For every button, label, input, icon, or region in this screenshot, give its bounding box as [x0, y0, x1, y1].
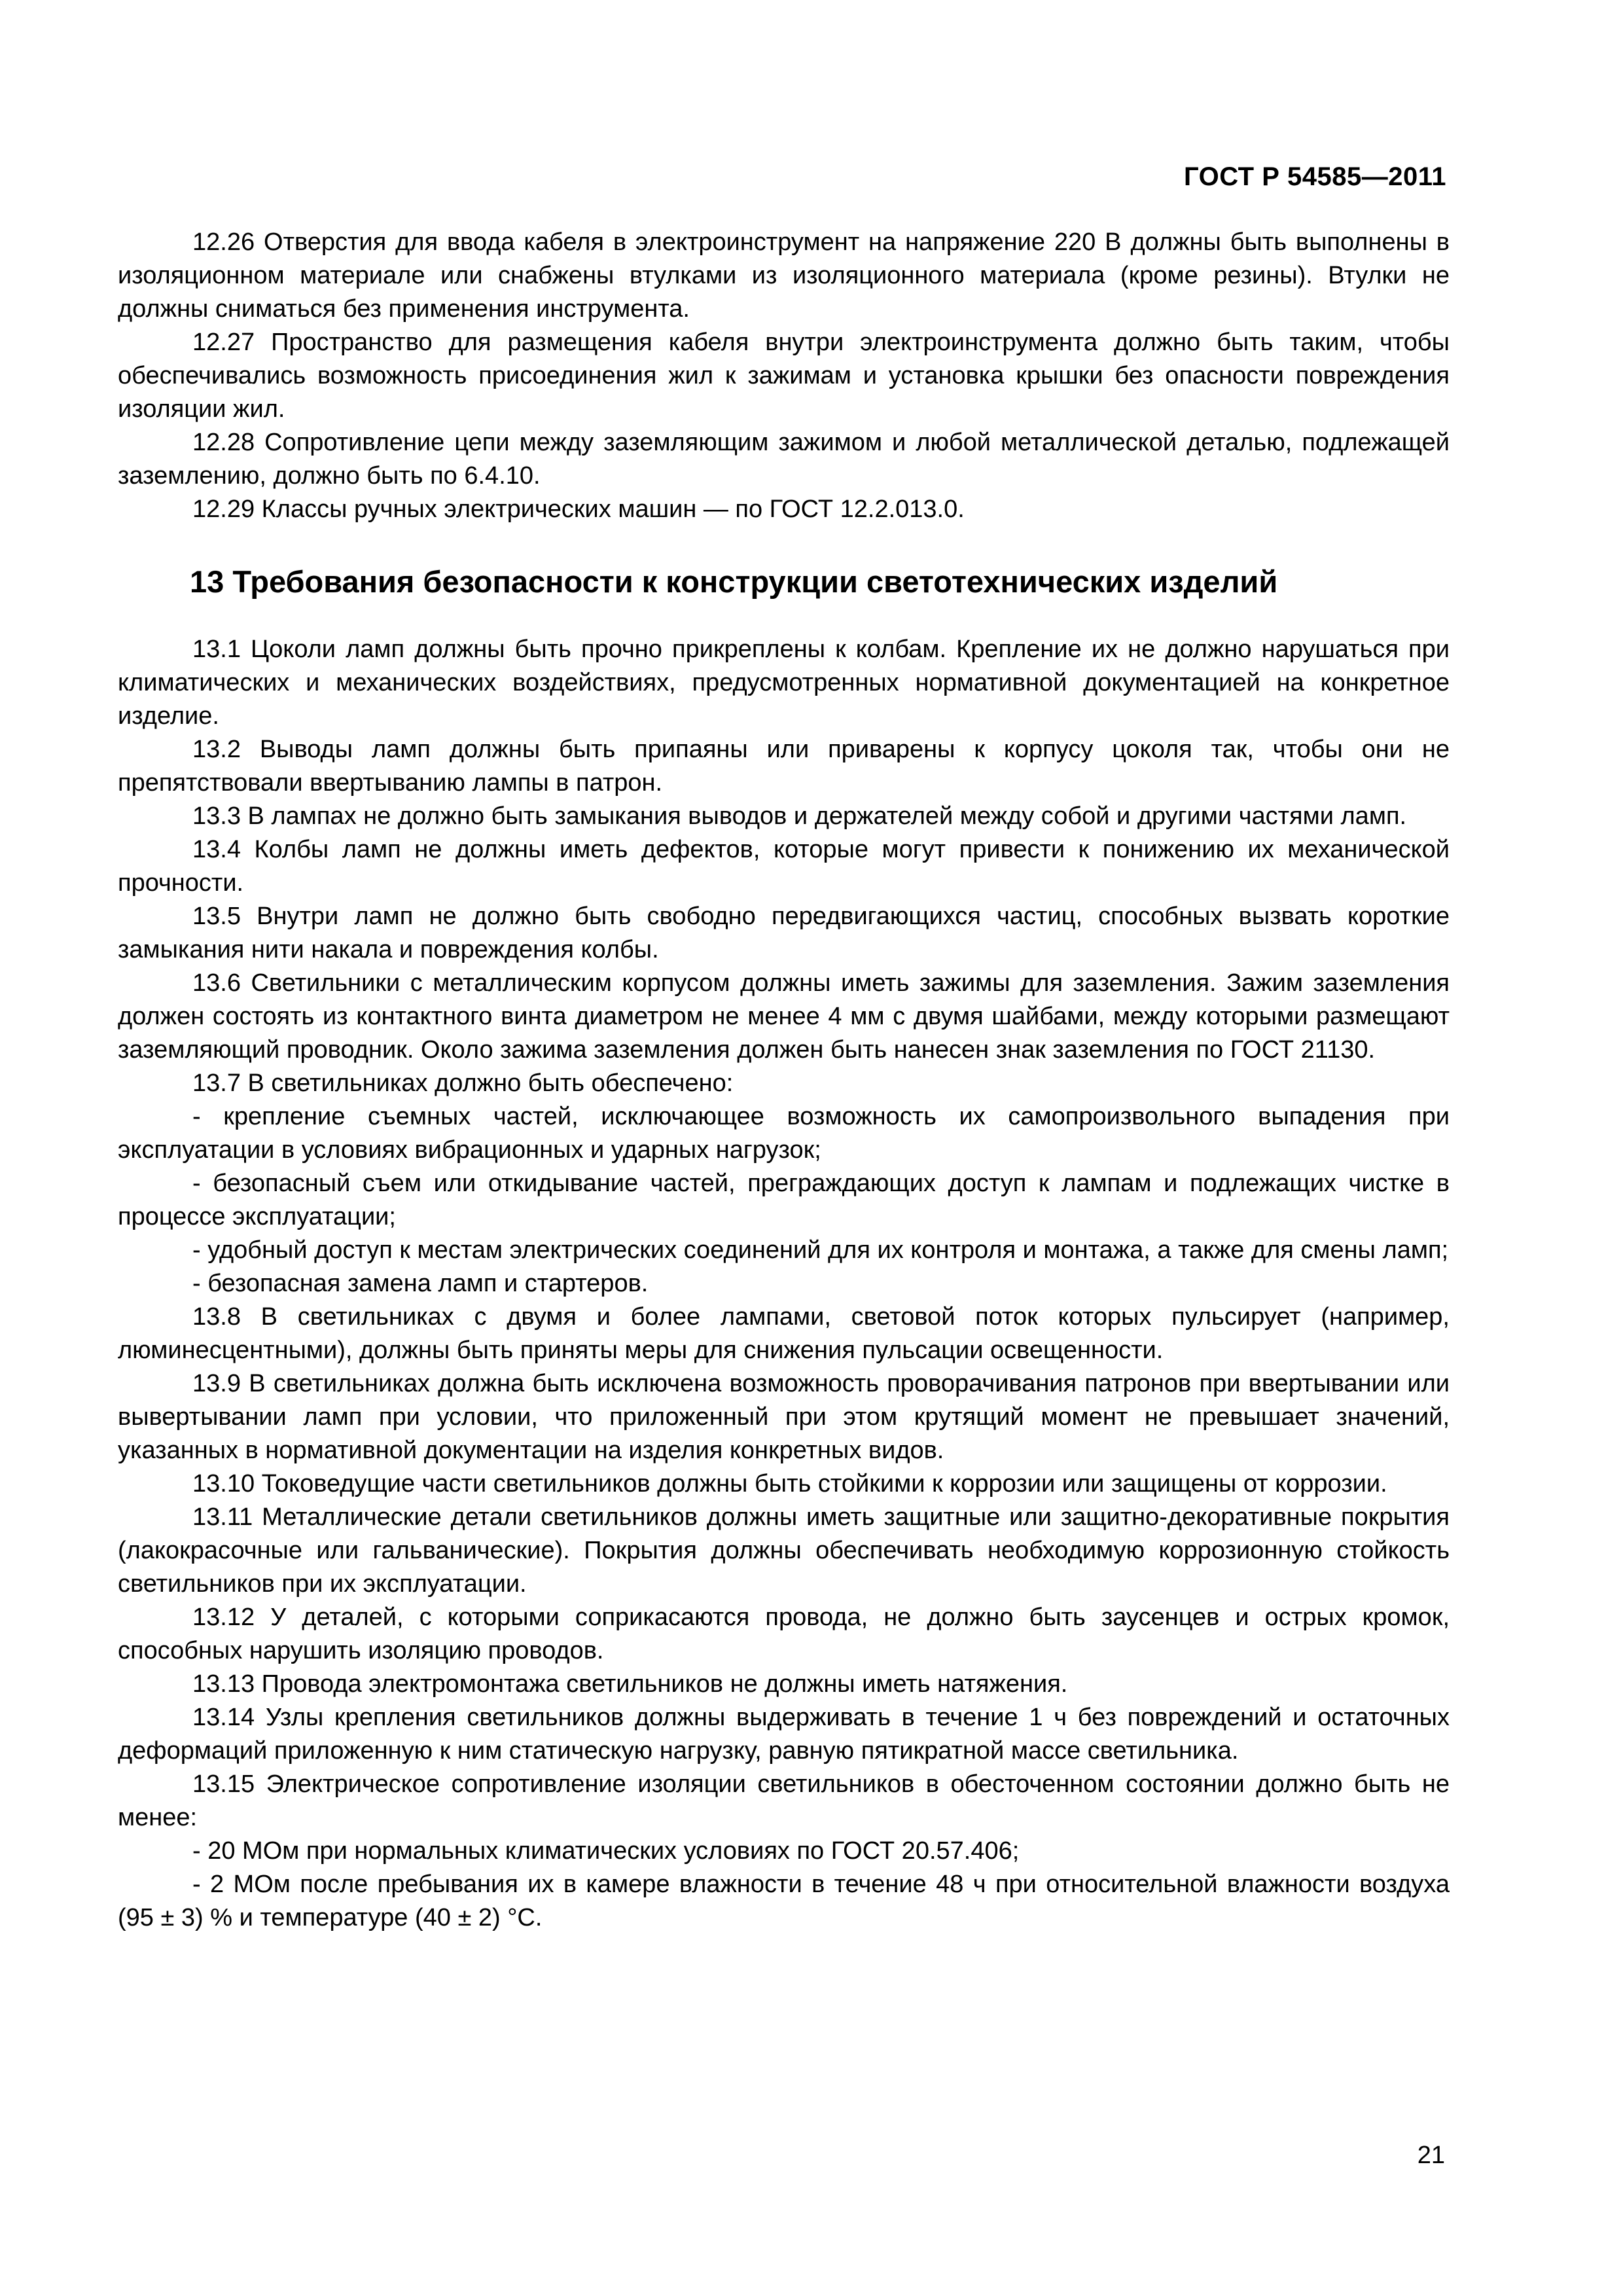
- list-item-13-15-b: - 2 МОм после пребывания их в камере влажности в течение 48 ч при относительной влажности воздуха (95 ± 3) % и температуре (40 ± 2) °С.: [118, 1871, 1450, 1931]
- page-body: [118, 226, 1450, 1935]
- page-number: 21: [1417, 2142, 1445, 2169]
- list-item-13-7-c: - удобный доступ к местам электрических соединений для их контроля и монтажа, а также для смены ламп;: [192, 1236, 1449, 1264]
- list-item-13-15-a: - 20 МОм при нормальных климатических условиях по ГОСТ 20.57.406;: [192, 1837, 1020, 1865]
- paragraph-13-6: 13.6 Светильники с металлическим корпусом должны иметь зажимы для заземления. Зажим заземления должен состоять из контактного винта диаметром не менее 4 мм с двумя шайбами, между которыми размещают заземляющий проводник. Около зажима заземления должен быть нанесен знак заземления по ГОСТ 21130.: [118, 969, 1450, 1064]
- list-item-13-7-d: - безопасная замена ламп и стартеров.: [192, 1270, 649, 1297]
- paragraph-13-2: 13.2 Выводы ламп должны быть припаяны или приварены к корпусу цоколя так, чтобы они не препятствовали ввертыванию лампы в патрон.: [118, 736, 1450, 797]
- paragraph-13-1: 13.1 Цоколи ламп должны быть прочно прикреплены к колбам. Крепление их не должно нарушаться при климатических и механических воздействиях, предусмотренных нормативной документацией на конкретное изделие.: [118, 636, 1450, 730]
- paragraph-13-11: 13.11 Металлические детали светильников должны иметь защитные или защитно-декоративные покрытия (лакокрасочные или гальванические). Покрытия должны обеспечивать необходимую коррозионную стойкость светильников при их эксплуатации.: [118, 1503, 1450, 1598]
- paragraph-12-26: 12.26 Отверстия для ввода кабеля в электроинструмент на напряжение 220 В должны быть выполнены в изоляционном материале или снабжены втулками из изоляционного материала (кроме резины). Втулки не должны сниматься без применения инструмента.: [118, 228, 1450, 323]
- paragraph-13-4: 13.4 Колбы ламп не должны иметь дефектов, которые могут привести к понижению их механической прочности.: [118, 836, 1450, 897]
- section-heading-13: 13 Требования безопасности к конструкции светотехнических изделий: [190, 564, 1278, 599]
- paragraph-13-14: 13.14 Узлы крепления светильников должны выдерживать в течение 1 ч без повреждений и остаточных деформаций приложенную к ним статическую нагрузку, равную пятикратной массе светильника.: [118, 1704, 1450, 1765]
- paragraph-13-8: 13.8 В светильниках с двумя и более лампами, световой поток которых пульсирует (например, люминесцентными), должны быть приняты меры для снижения пульсации освещенности.: [118, 1303, 1450, 1364]
- paragraph-13-7: 13.7 В светильниках должно быть обеспечено:: [192, 1069, 734, 1097]
- paragraph-12-28: 12.28 Сопротивление цепи между заземляющим зажимом и любой металлической деталью, подлежащей заземлению, должно быть по 6.4.10.: [118, 429, 1450, 490]
- paragraph-12-29: 12.29 Классы ручных электрических машин — по ГОСТ 12.2.013.0.: [192, 495, 965, 523]
- paragraph-12-27: 12.27 Пространство для размещения кабеля внутри электроинструмента должно быть таким, чтобы обеспечивались возможность присоединения жил к зажимам и установка крышки без опасности повреждения изоляции жил.: [118, 329, 1450, 423]
- document-code-header: ГОСТ Р 54585—2011: [1184, 162, 1446, 191]
- list-item-13-7-a: - крепление съемных частей, исключающее возможность их самопроизвольного выпадения при эксплуатации в условиях вибрационных и ударных нагрузок;: [118, 1103, 1450, 1164]
- paragraph-13-9: 13.9 В светильниках должна быть исключена возможность проворачивания патронов при ввертывании или вывертывании ламп при условии, что приложенный при этом крутящий момент не превышает значений, указанных в нормативной документации на изделия конкретных видов.: [118, 1370, 1450, 1464]
- paragraph-13-5: 13.5 Внутри ламп не должно быть свободно передвигающихся частиц, способных вызвать короткие замыкания нити накала и повреждения колбы.: [118, 903, 1450, 963]
- paragraph-13-10: 13.10 Токоведущие части светильников должны быть стойкими к коррозии или защищены от коррозии.: [192, 1470, 1387, 1498]
- paragraph-13-13: 13.13 Провода электромонтажа светильников не должны иметь натяжения.: [192, 1670, 1068, 1698]
- paragraph-13-12: 13.12 У деталей, с которыми соприкасаются провода, не должно быть заусенцев и острых кромок, способных нарушить изоляцию проводов.: [118, 1604, 1450, 1664]
- paragraph-13-15: 13.15 Электрическое сопротивление изоляции светильников в обесточенном состоянии должно быть не менее:: [118, 1770, 1450, 1831]
- list-item-13-7-b: - безопасный съем или откидывание частей, преграждающих доступ к лампам и подлежащих чистке в процессе эксплуатации;: [118, 1170, 1450, 1230]
- paragraph-13-3: 13.3 В лампах не должно быть замыкания выводов и держателей между собой и другими частями ламп.: [192, 802, 1407, 830]
